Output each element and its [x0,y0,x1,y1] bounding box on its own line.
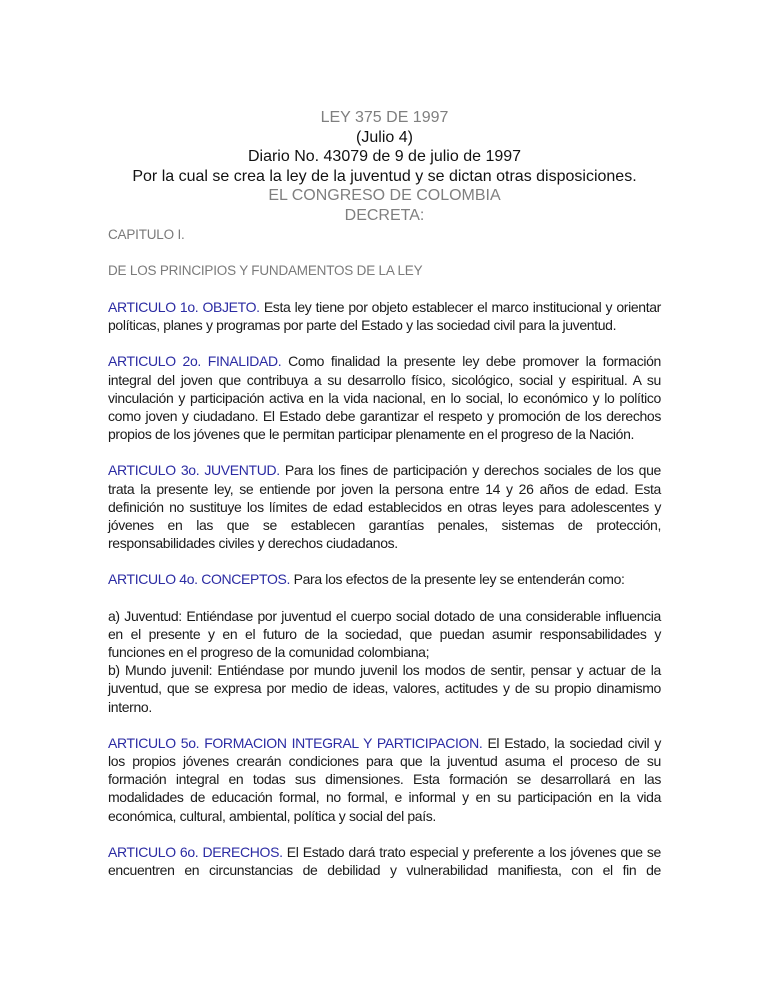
article-heading: ARTICULO 2o. FINALIDAD. [108,353,282,370]
article-6 [108,843,661,879]
article-heading: ARTICULO 3o. JUVENTUD. [108,462,280,479]
article-heading: ARTICULO 6o. DERECHOS. [108,843,283,860]
chapter-title: DE LOS PRINCIPIOS Y FUNDAMENTOS DE LA LEY [108,263,423,278]
article-heading: ARTICULO 4o. CONCEPTOS. [108,571,291,588]
article-heading: ARTICULO 1o. OBJETO. [108,299,260,315]
article-body: El Estado, la sociedad civil y los propios jóvenes crearán condiciones para que la juventud asuma el proceso de su formación integral en todas sus dimensiones. Esta formación se desarrollará en las modalidades de educación formal, no formal, e informal y en su participación en la vida económica, cultural, ambiental, política y social del país. [108,734,661,824]
gazette-reference: Diario No. 43079 de 9 de julio de 1997 [247,148,522,165]
issuer: EL CONGRESO DE COLOMBIA [268,187,501,204]
decree-label: DECRETA: [344,206,425,224]
article-body: Para los efectos de la presente ley se entenderán como: [293,571,625,588]
definition-item: b) Mundo juvenil: Entiéndase por mundo juvenil los modos de sentir, pensar y actuar de la juventud, que se expresa por medio de ideas, valores, actitudes y de su propio dinamismo interno. [108,662,661,715]
document-page [108,108,661,879]
article-4 [108,570,661,588]
article-heading: ARTICULO 5o. FORMACION INTEGRAL Y PARTICIPACION. [108,734,483,751]
article-body: Para los fines de participación y derechos sociales de los que trata la presente ley, se entiende por joven la persona entre 14 y 26 años de edad. Esta definición no sustituye los límites de edad establecidos en otras leyes para adolescentes y jóvenes en las que se establecen garantías penales, sistemas de protección, responsabilidades civiles y derechos ciudadanos. [108,462,661,552]
article-2 [108,352,661,443]
law-subject: Por la cual se crea la ley de la juventud y se dictan otras disposiciones. [132,167,637,185]
article-body: Esta ley tiene por objeto establecer el marco institucional y orientar políticas, planes y programas por parte del Estado y las sociedad civil para la juventud. [108,299,661,334]
chapter-label: CAPITULO I. [108,227,185,242]
law-date: (Julio 4) [356,128,413,146]
article-1 [108,298,661,334]
definition-item: a) Juventud: Entiéndase por juventud el cuerpo social dotado de una considerable influencia en el presente y en el futuro de la sociedad, que puedan asumir responsabilidades y funciones en el progreso de la comunidad colombiana; [108,607,661,661]
article-3 [108,461,661,552]
article-5 [108,734,661,825]
article-4-definitions [108,607,661,716]
article-body: El Estado dará trato especial y preferente a los jóvenes que se encuentren en circunstancias de debilidad y vulnerabilidad manifiesta, con el fin de [108,843,661,879]
law-header [88,108,681,225]
article-body: Como finalidad la presente ley debe promover la formación integral del joven que contribuya a su desarrollo físico, sicológico, social y espiritual. A su vinculación y participación activa en la vida nacional, en lo social, lo económico y lo político como joven y ciudadano. El Estado debe garantizar el respeto y promoción de los derechos propios de los jóvenes que le permitan participar plenamente en el progreso de la Nación. [108,353,661,443]
law-title: LEY 375 DE 1997 [320,109,449,126]
